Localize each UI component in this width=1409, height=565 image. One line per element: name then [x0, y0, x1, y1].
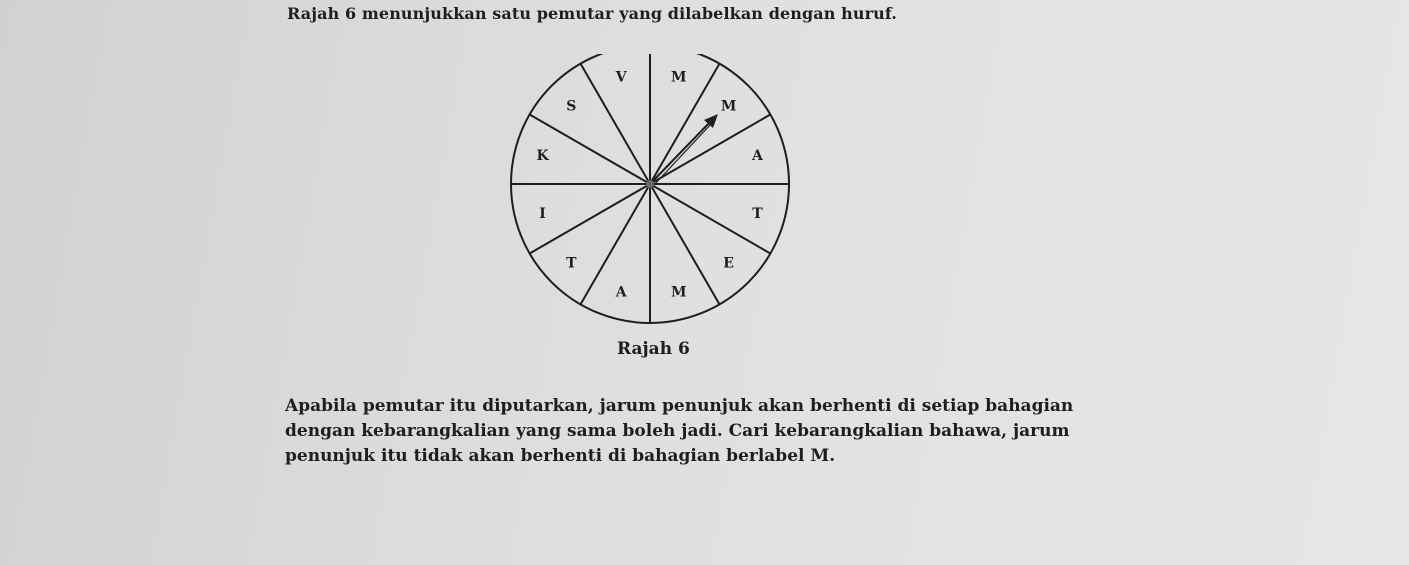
question-line-2: dengan kebarangkalian yang sama boleh jadi. Cari kebarangkalian bahawa, jarum	[285, 421, 1070, 441]
spinner-sector-label: T	[752, 205, 763, 222]
spinner-divider	[579, 60, 651, 184]
spinner-sector-label: T	[566, 255, 577, 272]
question-intro: Rajah 6 menunjukkan satu pemutar yang dilabelkan dengan huruf.	[287, 4, 897, 23]
spinner-sector-label: V	[615, 69, 627, 86]
spinner-dividers	[507, 54, 793, 327]
spinner-sector-label: A	[615, 284, 627, 301]
spinner-sector-label: I	[539, 205, 546, 222]
spinner-sector-label: S	[566, 98, 577, 115]
question-body	[285, 394, 1080, 469]
spinner-figure	[500, 54, 800, 334]
spinner-sector-label: M	[671, 69, 687, 86]
figure-caption: Rajah 6	[617, 339, 690, 359]
spinner-sector-label: K	[536, 148, 549, 165]
spinner-sector-label: E	[723, 255, 734, 272]
question-line-1: Apabila pemutar itu diputarkan, jarum penunjuk akan berhenti di setiap bahagian	[285, 396, 1074, 416]
spinner-sector-label: A	[751, 148, 763, 165]
spinner-divider	[579, 184, 651, 308]
question-line-3: penunjuk itu tidak akan berhenti di bahagian berlabel M.	[285, 446, 836, 466]
spinner-hub	[646, 180, 654, 188]
spinner-sector-label: M	[671, 284, 687, 301]
spinner-svg	[500, 54, 800, 334]
spinner-sector-label: M	[720, 98, 737, 115]
